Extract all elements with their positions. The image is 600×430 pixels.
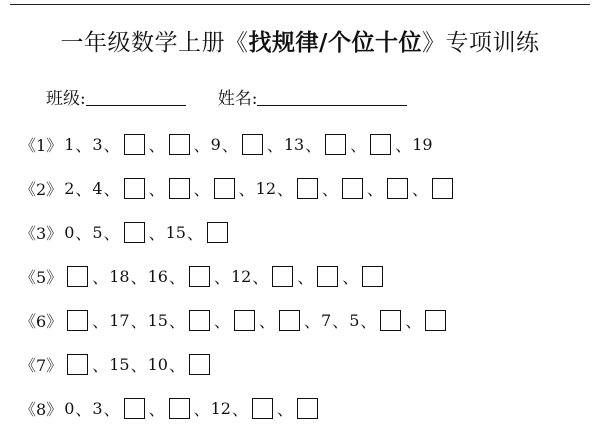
answer-box[interactable] <box>124 178 145 199</box>
separator: 、 <box>148 399 165 419</box>
problem-number: 《2》 <box>20 179 63 199</box>
sequence-number: 17 <box>109 310 130 330</box>
separator: 、 <box>277 399 294 419</box>
answer-box[interactable] <box>124 134 145 155</box>
separator: 、 <box>297 267 314 287</box>
separator: 、 <box>75 135 92 155</box>
sequence-number: 2 <box>64 178 75 198</box>
problem-number: 《7》 <box>20 355 63 375</box>
answer-box[interactable] <box>214 178 235 199</box>
problem-row <box>20 166 456 210</box>
separator: 、 <box>168 311 185 331</box>
answer-box[interactable] <box>67 354 88 375</box>
sequence-number: 12 <box>210 398 231 418</box>
separator: 、 <box>75 399 92 419</box>
sequence-number: 0 <box>64 398 75 418</box>
sequence-number: 4 <box>92 178 103 198</box>
sequence-number: 5 <box>92 222 103 242</box>
separator: 、 <box>75 223 92 243</box>
separator: 、 <box>305 135 322 155</box>
sequence-number: 5 <box>349 310 360 330</box>
separator: 、 <box>213 267 230 287</box>
answer-box[interactable] <box>370 134 391 155</box>
answer-box[interactable] <box>325 134 346 155</box>
separator: 、 <box>193 135 210 155</box>
separator: 、 <box>350 135 367 155</box>
title-suffix: 》专项训练 <box>421 30 540 56</box>
answer-box[interactable] <box>67 310 88 331</box>
sequence-number: 12 <box>255 178 276 198</box>
separator: 、 <box>148 223 165 243</box>
title-prefix: 一年级数学上册《 <box>60 30 249 56</box>
separator: 、 <box>75 179 92 199</box>
separator: 、 <box>266 135 283 155</box>
class-label: 班级: <box>46 89 86 109</box>
answer-box[interactable] <box>189 310 210 331</box>
separator: 、 <box>221 135 238 155</box>
top-rule <box>10 4 590 5</box>
answer-box[interactable] <box>387 178 408 199</box>
problem-number: 《1》 <box>20 135 63 155</box>
student-info <box>46 84 407 109</box>
answer-box[interactable] <box>189 266 210 287</box>
separator: 、 <box>103 135 120 155</box>
sequence-number: 16 <box>147 266 168 286</box>
separator: 、 <box>213 311 230 331</box>
separator: 、 <box>168 267 185 287</box>
separator: 、 <box>342 267 359 287</box>
separator: 、 <box>322 179 339 199</box>
answer-box[interactable] <box>297 178 318 199</box>
separator: 、 <box>231 399 248 419</box>
answer-box[interactable] <box>297 398 318 419</box>
sequence-number: 9 <box>210 134 221 154</box>
separator: 、 <box>303 311 320 331</box>
answer-box[interactable] <box>279 310 300 331</box>
sequence-number: 18 <box>109 266 130 286</box>
problem-row <box>20 386 456 430</box>
problem-list <box>20 122 456 430</box>
answer-box[interactable] <box>124 222 145 243</box>
worksheet-title <box>0 24 600 57</box>
separator: 、 <box>130 355 147 375</box>
separator: 、 <box>148 179 165 199</box>
answer-box[interactable] <box>342 178 363 199</box>
separator: 、 <box>238 179 255 199</box>
sequence-number: 19 <box>412 134 433 154</box>
separator: 、 <box>130 267 147 287</box>
answer-box[interactable] <box>189 354 210 375</box>
problem-number: 《8》 <box>20 399 63 419</box>
separator: 、 <box>103 223 120 243</box>
problem-row <box>20 298 456 342</box>
separator: 、 <box>258 311 275 331</box>
separator: 、 <box>130 311 147 331</box>
answer-box[interactable] <box>242 134 263 155</box>
problem-row <box>20 342 456 386</box>
problem-row <box>20 122 456 166</box>
problem-row <box>20 210 456 254</box>
sequence-number: 1 <box>64 134 75 154</box>
answer-box[interactable] <box>432 178 453 199</box>
separator: 、 <box>103 399 120 419</box>
answer-box[interactable] <box>234 310 255 331</box>
title-topic: 找规律/个位十位 <box>248 29 422 56</box>
sequence-number: 3 <box>92 134 103 154</box>
class-blank[interactable] <box>86 89 186 106</box>
separator: 、 <box>277 179 294 199</box>
separator: 、 <box>405 311 422 331</box>
separator: 、 <box>186 223 203 243</box>
answer-box[interactable] <box>207 222 228 243</box>
separator: 、 <box>252 267 269 287</box>
answer-box[interactable] <box>272 266 293 287</box>
sequence-number: 10 <box>147 354 168 374</box>
sequence-number: 15 <box>147 310 168 330</box>
sequence-number: 7 <box>321 310 332 330</box>
sequence-number: 12 <box>230 266 252 286</box>
sequence-number: 0 <box>64 222 75 242</box>
separator: 、 <box>412 179 429 199</box>
problem-number: 《3》 <box>20 223 63 243</box>
separator: 、 <box>168 355 185 375</box>
separator: 、 <box>193 399 210 419</box>
problem-number: 《5》 <box>20 267 63 287</box>
name-blank[interactable] <box>257 89 407 106</box>
answer-box[interactable] <box>169 178 190 199</box>
separator: 、 <box>92 267 109 287</box>
sequence-number: 13 <box>283 134 305 154</box>
separator: 、 <box>395 135 412 155</box>
sequence-number: 15 <box>165 222 186 242</box>
answer-box[interactable] <box>124 398 145 419</box>
answer-box[interactable] <box>252 398 273 419</box>
answer-box[interactable] <box>317 266 338 287</box>
problem-number: 《6》 <box>20 311 63 331</box>
answer-box[interactable] <box>67 266 88 287</box>
separator: 、 <box>193 179 210 199</box>
separator: 、 <box>92 311 109 331</box>
sequence-number: 3 <box>92 398 103 418</box>
sequence-number: 15 <box>109 354 130 374</box>
separator: 、 <box>148 135 165 155</box>
answer-box[interactable] <box>169 134 190 155</box>
separator: 、 <box>360 311 377 331</box>
name-label: 姓名: <box>217 89 258 109</box>
separator: 、 <box>332 311 349 331</box>
answer-box[interactable] <box>362 266 383 287</box>
answer-box[interactable] <box>169 398 190 419</box>
separator: 、 <box>92 355 109 375</box>
separator: 、 <box>367 179 384 199</box>
answer-box[interactable] <box>425 310 446 331</box>
answer-box[interactable] <box>380 310 401 331</box>
separator: 、 <box>103 179 120 199</box>
problem-row <box>20 254 456 298</box>
